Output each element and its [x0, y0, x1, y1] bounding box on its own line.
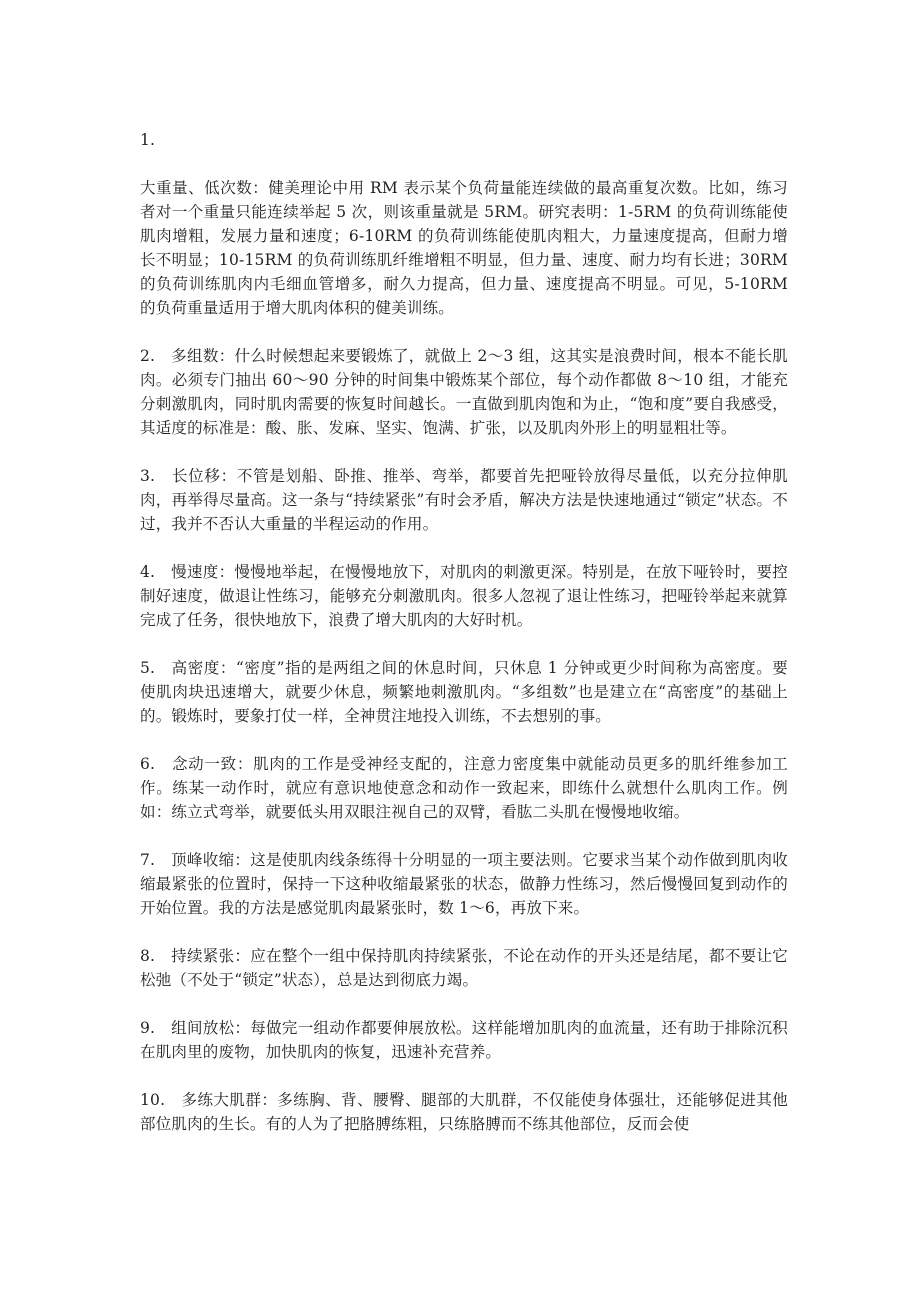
paragraph-5: 5. 高密度：“密度”指的是两组之间的休息时间，只休息 1 分钟或更少时间称为高密度。要使肌肉块迅速增大，就要少休息，频繁地刺激肌肉。“多组数”也是建立在“高密度”的基础上的。锻炼时，要象打仗一样，全神贯注地投入训练，不去想别的事。: [140, 659, 788, 725]
section-number: 1.: [140, 131, 156, 149]
paragraph-7: 7. 顶峰收缩：这是使肌肉线条练得十分明显的一项主要法则。它要求当某个动作做到肌肉收缩最紧张的位置时，保持一下这种收缩最紧张的状态，做静力性练习，然后慢慢回复到动作的开始位置。我的方法是感觉肌肉最紧张时，数 1～6，再放下来。: [140, 851, 788, 917]
paragraph-8: 8. 持续紧张：应在整个一组中保持肌肉持续紧张，不论在动作的开头还是结尾，都不要让它松弛（不处于“锁定”状态），总是达到彻底力竭。: [140, 947, 788, 989]
paragraph-6: 6. 念动一致：肌肉的工作是受神经支配的，注意力密度集中就能动员更多的肌纤维参加工作。练某一动作时，就应有意识地使意念和动作一致起来，即练什么就想什么肌肉工作。例如：练立式弯举，就要低头用双眼注视自己的双臂，看肱二头肌在慢慢地收缩。: [140, 755, 788, 821]
paragraph-1: 大重量、低次数：健美理论中用 RM 表示某个负荷量能连续做的最高重复次数。比如，练习者对一个重量只能连续举起 5 次，则该重量就是 5RM。研究表明：1-5RM 的负荷训练能使肌肉增粗，发展力量和速度；6-10RM 的负荷训练能使肌肉粗大，力量速度提高，但耐力增长不明显；10-15RM 的负荷训练肌纤维增粗不明显，但力量、速度、耐力均有长进；30RM 的负荷训练肌肉内毛细血管增多，耐久力提高，但力量、速度提高不明显。可见，5-10RM 的负荷重量适用于增大肌肉体积的健美训练。: [140, 179, 788, 317]
paragraph-4: 4. 慢速度：慢慢地举起，在慢慢地放下，对肌肉的刺激更深。特别是，在放下哑铃时，要控制好速度，做退让性练习，能够充分刺激肌肉。很多人忽视了退让性练习，把哑铃举起来就算完成了任务，很快地放下，浪费了增大肌肉的大好时机。: [140, 563, 788, 629]
paragraph-9: 9. 组间放松：每做完一组动作都要伸展放松。这样能增加肌肉的血流量，还有助于排除沉积在肌肉里的废物，加快肌肉的恢复，迅速补充营养。: [140, 1019, 788, 1061]
paragraph-3: 3. 长位移：不管是划船、卧推、推举、弯举，都要首先把哑铃放得尽量低，以充分拉伸肌肉，再举得尽量高。这一条与“持续紧张”有时会矛盾，解决方法是快速地通过“锁定”状态。不过，我并不否认大重量的半程运动的作用。: [140, 467, 788, 533]
document-body: [140, 128, 788, 1160]
paragraph-10: 10. 多练大肌群：多练胸、背、腰臀、腿部的大肌群，不仅能使身体强壮，还能够促进其他部位肌肉的生长。有的人为了把胳膊练粗，只练胳膊而不练其他部位，反而会使: [140, 1091, 788, 1133]
paragraph-2: 2. 多组数：什么时候想起来要锻炼了，就做上 2～3 组，这其实是浪费时间，根本不能长肌肉。必须专门抽出 60～90 分钟的时间集中锻炼某个部位，每个动作都做 8～10 组，才能充分刺激肌肉，同时肌肉需要的恢复时间越长。一直做到肌肉饱和为止，“饱和度”要自我感受，其适度的标准是：酸、胀、发麻、坚实、饱满、扩张，以及肌肉外形上的明显粗壮等。: [140, 347, 788, 437]
